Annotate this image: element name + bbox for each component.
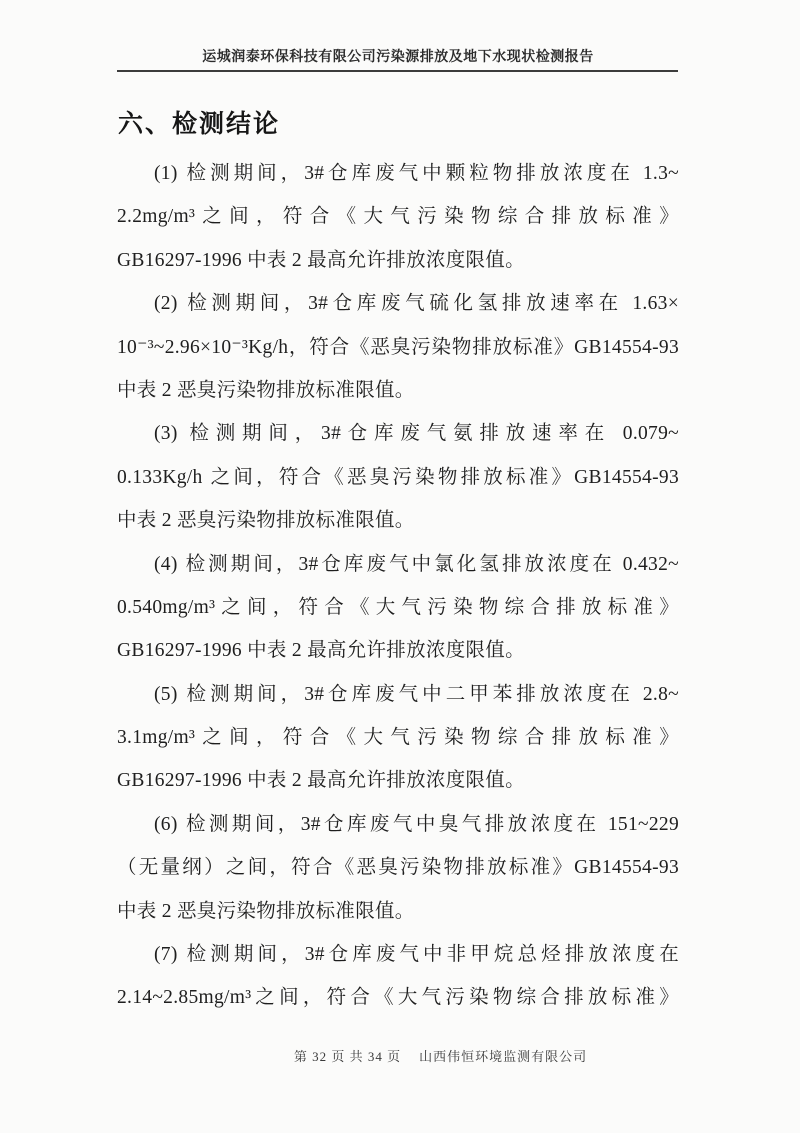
- paragraph-line: 0.540mg/m³之间，符合《大气污染物综合排放标准》: [117, 596, 679, 618]
- paragraph-line: (3) 检测期间，3#仓库废气氨排放速率在 0.079~: [154, 423, 679, 445]
- paragraph-line: （无量纲）之间，符合《恶臭污染物排放标准》GB14554-93: [117, 857, 679, 879]
- paragraph-line: (7) 检测期间，3#仓库废气中非甲烷总烃排放浓度在: [154, 944, 679, 966]
- paragraph-line: (1) 检测期间，3#仓库废气中颗粒物排放浓度在 1.3~: [154, 163, 679, 184]
- section-title: 六、检测结论: [118, 111, 281, 138]
- paragraph-line: 3.1mg/m³之间，符合《大气污染物综合排放标准》: [117, 727, 679, 749]
- paragraph-line: (2) 检测期间，3#仓库废气硫化氢排放速率在 1.63×: [154, 293, 679, 315]
- paragraph-line: 中表 2 恶臭污染物排放标准限值。: [117, 900, 415, 922]
- paragraph: [117, 673, 679, 803]
- paragraph-line: 2.2mg/m³之间，符合《大气污染物综合排放标准》: [117, 206, 679, 228]
- paragraph-line: 中表 2 恶臭污染物排放标准限值。: [117, 510, 415, 532]
- paragraph: [117, 412, 679, 542]
- paragraph-line: GB16297-1996 中表 2 最高允许排放浓度限值。: [117, 249, 525, 271]
- paragraph-line: 10⁻³~2.96×10⁻³Kg/h，符合《恶臭污染物排放标准》GB14554-93: [117, 336, 679, 358]
- paragraph-line: 0.133Kg/h 之间，符合《恶臭污染物排放标准》GB14554-93: [117, 466, 679, 488]
- paragraph-line: GB16297-1996 中表 2 最高允许排放浓度限值。: [117, 770, 525, 792]
- footer-company: 山西伟恒环境监测有限公司: [419, 1049, 588, 1064]
- page-footer: [117, 1046, 679, 1065]
- footer-page-number: 第 32 页 共 34 页: [293, 1049, 402, 1064]
- paragraph-line: (4) 检测期间，3#仓库废气中氯化氢排放浓度在 0.432~: [154, 553, 679, 575]
- paragraph-line: (6) 检测期间，3#仓库废气中臭气排放浓度在 151~229: [154, 813, 679, 835]
- running-header: 运城润泰环保科技有限公司污染源排放及地下水现状检测报告: [202, 50, 594, 65]
- paragraph: [117, 933, 679, 1020]
- paragraph: [117, 282, 679, 412]
- paragraph: [117, 152, 679, 282]
- paragraph-line: 2.14~2.85mg/m³之间，符合《大气污染物综合排放标准》: [117, 987, 679, 1009]
- paragraph: [117, 803, 679, 933]
- paragraph-line: GB16297-1996 中表 2 最高允许排放浓度限值。: [117, 640, 525, 662]
- header-rule: [117, 70, 678, 72]
- paragraph-line: (5) 检测期间，3#仓库废气中二甲苯排放浓度在 2.8~: [154, 683, 679, 705]
- paragraph: [117, 543, 679, 673]
- paragraph-line: 中表 2 恶臭污染物排放标准限值。: [117, 379, 415, 401]
- document-body: [117, 152, 679, 1020]
